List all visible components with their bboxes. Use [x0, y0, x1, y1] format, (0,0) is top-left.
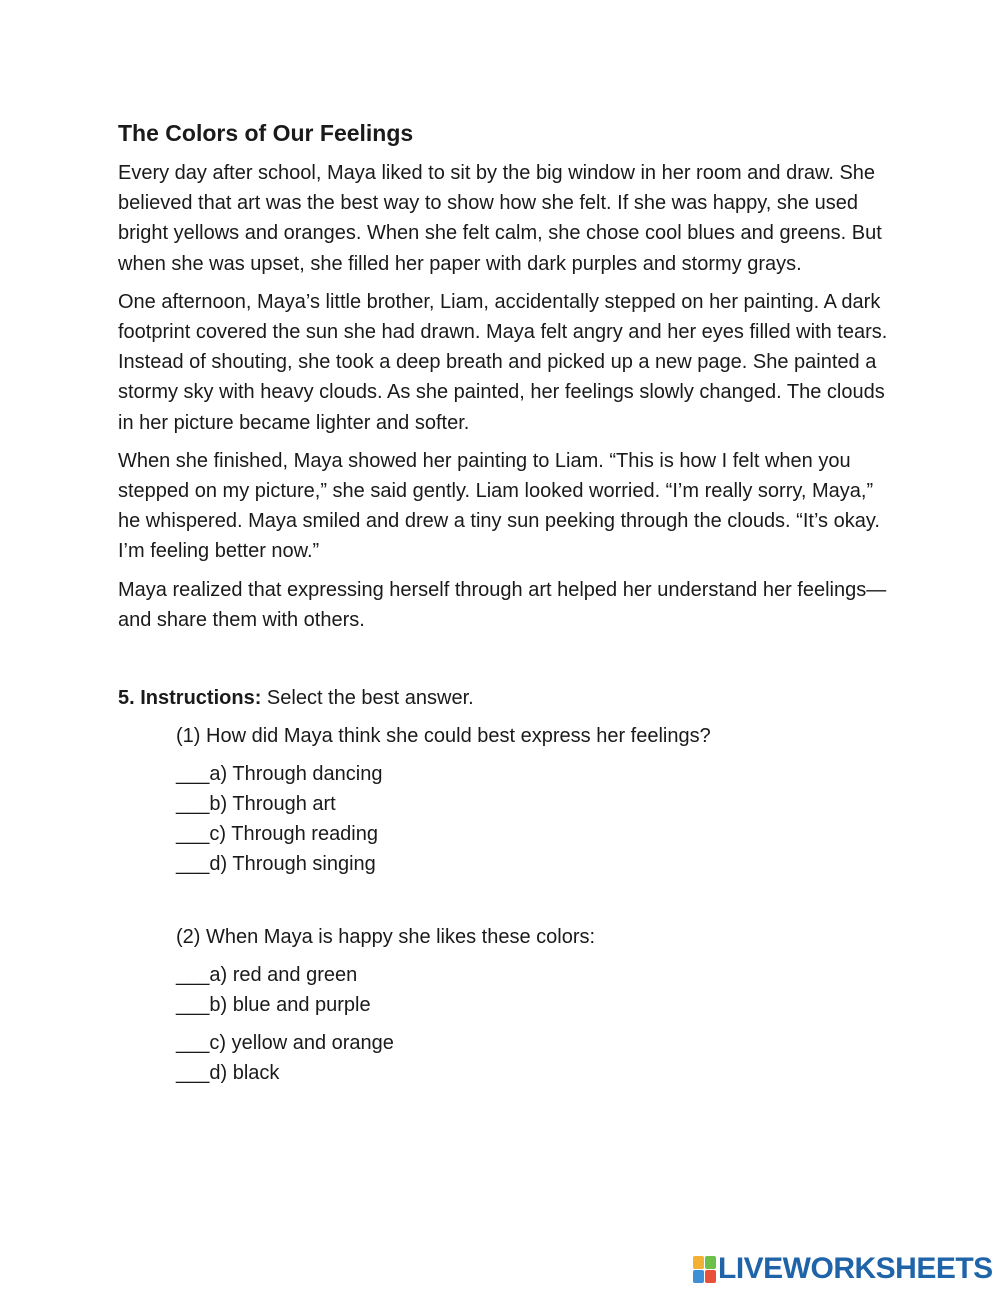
logo-block [693, 1270, 704, 1283]
option-label: c) Through reading [209, 823, 378, 846]
answer-option-b[interactable] [176, 789, 918, 819]
logo-blocks-icon [693, 1256, 715, 1282]
question-prompt: (2) When Maya is happy she likes these colors: [176, 926, 596, 949]
option-label: d) black [209, 1062, 280, 1085]
answer-blank[interactable]: ___ [176, 853, 210, 876]
answer-blank[interactable]: ___ [176, 763, 210, 786]
answer-blank[interactable]: ___ [176, 793, 210, 816]
answer-option-c[interactable] [176, 1028, 918, 1058]
logo-block [693, 1256, 704, 1269]
logo-block [705, 1256, 716, 1269]
answer-option-d[interactable] [176, 849, 918, 879]
answer-blank[interactable]: ___ [176, 823, 210, 846]
answer-option-a[interactable] [176, 960, 918, 990]
option-label: c) yellow and orange [209, 1032, 394, 1055]
answer-blank[interactable]: ___ [176, 1062, 210, 1085]
question-prompt: (1) How did Maya think she could best express her feelings? [176, 725, 711, 748]
answer-option-c[interactable] [176, 819, 918, 849]
story-title: The Colors of Our Feelings [118, 120, 414, 146]
question-2 [176, 922, 918, 1088]
instructions-label: 5. Instructions: [118, 687, 262, 710]
option-label: b) blue and purple [209, 994, 371, 1017]
story-paragraph: When she finished, Maya showed her painting to Liam. “This is how I felt when you stepped on my picture,” she said gently. Liam looked worried. “I’m really sorry, Maya,” he whispered. Maya smiled and drew a tiny sun peeking through the clouds. “It’s okay. I’m feeling better now.” [118, 449, 880, 563]
option-label: b) Through art [209, 793, 336, 816]
answer-blank[interactable]: ___ [176, 994, 210, 1017]
worksheet-page [118, 118, 918, 1088]
option-label: a) red and green [209, 964, 358, 987]
answer-blank[interactable]: ___ [176, 1032, 210, 1055]
liveworksheets-logo [693, 1252, 993, 1286]
story-paragraph: Every day after school, Maya liked to sit by the big window in her room and draw. She believed that art was the best way to show how she felt. If she was happy, she used bright yellows and oranges. When she felt calm, she chose cool blues and greens. But when she was upset, she filled her paper with dark purples and stormy grays. [118, 162, 882, 275]
story-paragraph: One afternoon, Maya’s little brother, Liam, accidentally stepped on her painting. A dark footprint covered the sun she had drawn. Maya felt angry and her eyes filled with tears. Instead of shouting, she took a deep breath and picked up a new page. She painted a stormy sky with heavy clouds. As she painted, her feelings slowly changed. The clouds in her picture became lighter and softer. [118, 290, 888, 434]
answer-option-b[interactable] [176, 990, 918, 1020]
option-label: d) Through singing [209, 853, 376, 876]
logo-text: LIVEWORKSHEETS [718, 1252, 993, 1285]
story-paragraph: Maya realized that expressing herself through art helped her understand her feelings—and share them with others. [118, 578, 887, 631]
answer-option-d[interactable] [176, 1058, 918, 1088]
option-label: a) Through dancing [209, 763, 383, 786]
answer-blank[interactable]: ___ [176, 964, 210, 987]
question-1 [176, 721, 918, 879]
instructions [118, 683, 918, 713]
instructions-text: Select the best answer. [261, 687, 474, 710]
answer-option-a[interactable] [176, 759, 918, 789]
logo-block [705, 1270, 716, 1283]
